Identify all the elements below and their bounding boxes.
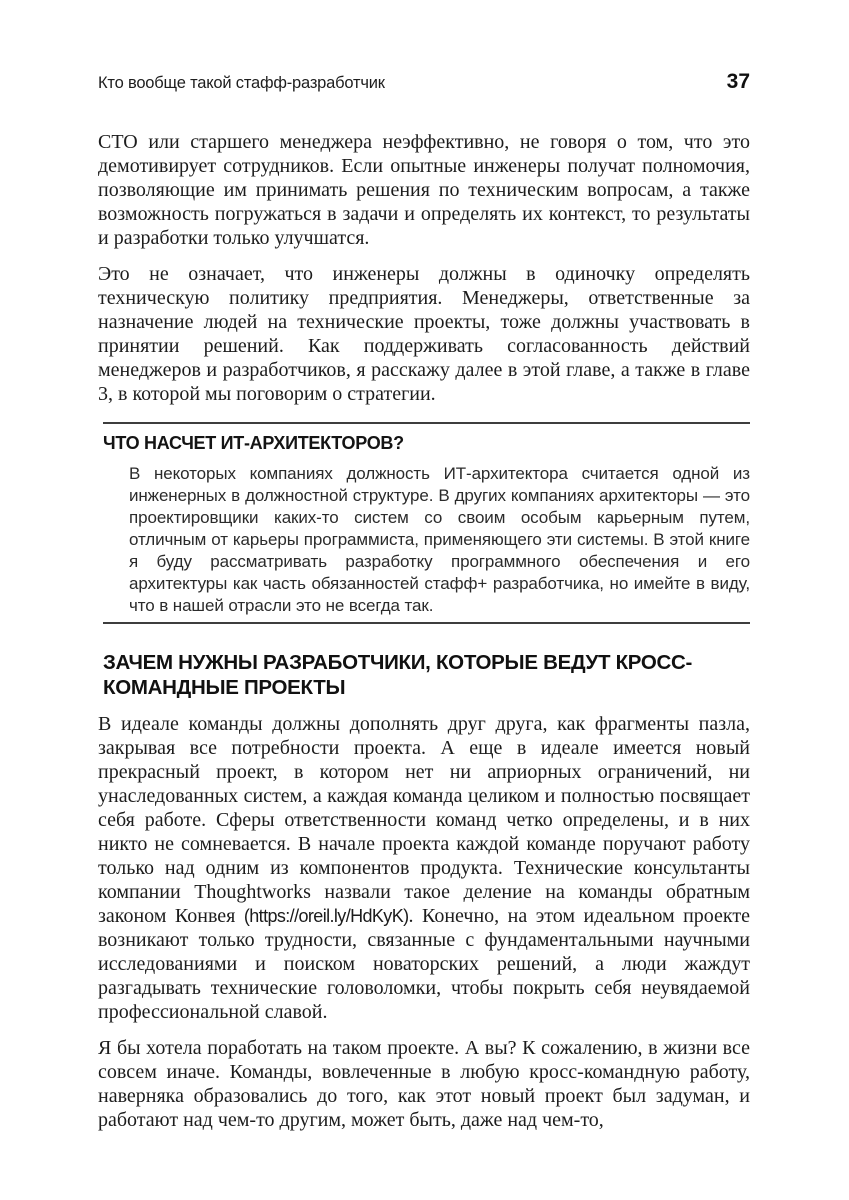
page-content-column (98, 0, 750, 1132)
paragraph-reality-check: Я бы хотела поработать на таком проекте. А вы? К сожалению, в жизни все совсем иначе. Команды, вовлеченные в любую кросс-командную работу, наверняка образовались до того, как этот новый проект был задуман, и работают над чем-то другим, может быть, даже над чем-то, (98, 1037, 750, 1131)
paragraph-cto-managers: СТО или старшего менеджера неэффективно, не говоря о том, что это демотивирует сотрудников. Если опытные инженеры получат полномочия, позволяющие им принимать решения по техническим вопросам, а также возможность погружаться в задачи и определять их контекст, то результаты и разработки только улучшатся. (98, 131, 750, 249)
running-title: Кто вообще такой стафф-разработчик (98, 74, 385, 92)
oreilly-short-url: (https://oreil.ly/HdKyK) (243, 906, 409, 926)
page-number: 37 (726, 70, 750, 93)
sidebar-box-it-architects (103, 422, 750, 624)
sidebar-box-title: ЧТО НАСЧЕТ ИТ-АРХИТЕКТОРОВ? (103, 433, 404, 453)
sidebar-box-body: В некоторых компаниях должность ИТ-архитектора считается одной из инженерных в должностной структуре. В других компаниях архитекторы — это проектировщики каких-то систем со своим особым карьерным путем, отличным от карьеры программиста, применяющего эти системы. В этой книге я буду рассматривать разработку программного обеспечения и его архитектуры как часть обязанностей стафф+ разработчика, но имейте в виду, что в нашей отрасли это не всегда так. (129, 464, 750, 615)
section-heading-cross-team: ЗАЧЕМ НУЖНЫ РАЗРАБОТЧИКИ, КОТОРЫЕ ВЕДУТ КРОСС-КОМАНДНЫЕ ПРОЕКТЫ (103, 651, 693, 699)
paragraph-engineers-policy: Это не означает, что инженеры должны в одиночку определять техническую политику предприятия. Менеджеры, ответственные за назначение людей на технические проекты, тоже должны участвовать в принятии решений. Как поддерживать согласованность действий менеджеров и разработчиков, я расскажу далее в этой главе, а также в главе 3, в которой мы поговорим о стратегии. (98, 263, 750, 405)
running-header (98, 70, 750, 94)
paragraph-ideal-teams (98, 712, 750, 1024)
paragraph-ideal-teams-text-after: . Конечно, на этом идеальном проекте возникают только трудности, связанные с фундаментальными научными исследованиями и поиском новаторских решений, а люди жаждут разгадывать технические головоломки, чтобы покрыть себя неувядаемой профессиональной славой. (98, 905, 751, 1023)
paragraph-ideal-teams-text-before: В идеале команды должны дополнять друг друга, как фрагменты пазла, закрывая все потребности проекта. А еще в идеале имеется новый прекрасный проект, в котором нет ни априорных ограничений, ни унаследованных систем, а каждая команда целиком и полностью посвящает себя работе. Сферы ответственности команд четко определены, и в них никто не сомневается. В начале проекта каждой команде поручают работу только над одним из компонентов продукта. Технические консультанты компании Thoughtworks назвали такое деление на команды обратным законом Конвея (98, 713, 750, 927)
